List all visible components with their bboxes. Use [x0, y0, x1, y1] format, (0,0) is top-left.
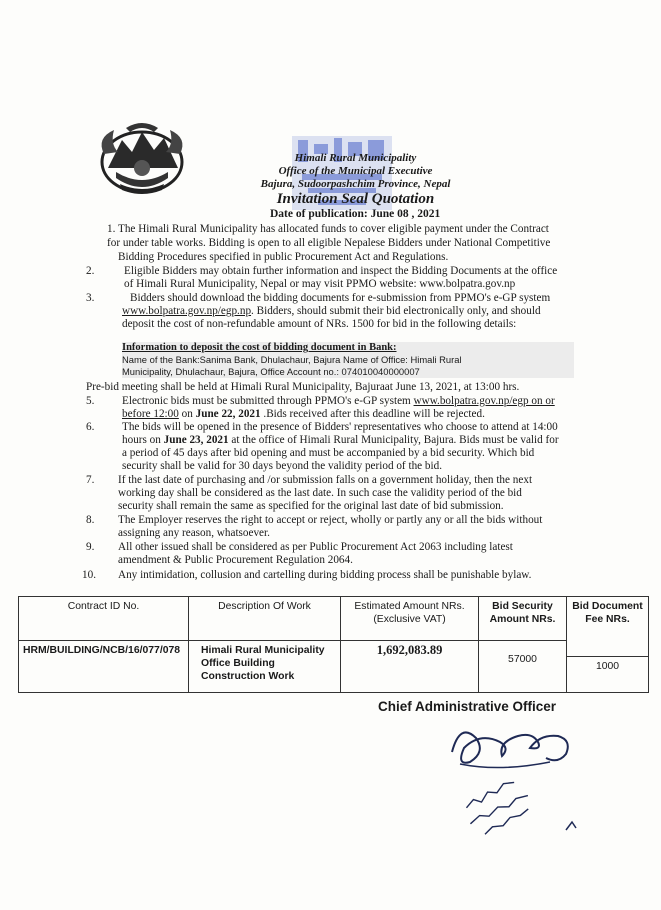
item-1-line-2: for under table works. Bidding is open to all eligible Nepalese Bidders under National Competitive: [107, 237, 551, 249]
item-7-line-2: working day shall be considered as the last date. In such case the validity period of the bid: [118, 487, 522, 499]
item-3-number: 3.: [86, 292, 95, 304]
item-6-line-2: [122, 434, 559, 447]
header-estimated-amount: Estimated Amount NRs. (Exclusive VAT): [341, 597, 479, 641]
header-line-3: Bajura, Sudoorpashchim Province, Nepal: [260, 178, 451, 190]
item-2-line-1: Eligible Bidders may obtain further information and inspect the Bidding Documents at the office: [124, 265, 558, 277]
row-bid-security: 57000: [479, 641, 567, 693]
item-7-line-1: If the last date of purchasing and /or submission falls on a government holiday, then the next: [118, 474, 533, 486]
item-5-line-1: [122, 395, 555, 408]
bank-details-box: [122, 342, 574, 378]
item-number: 1.: [107, 223, 116, 235]
header-bid-fee: Bid Document Fee NRs.: [567, 597, 649, 657]
header-line-2: Office of the Municipal Executive: [278, 165, 433, 177]
signature-stamp-icon: [440, 712, 590, 842]
deadline-date: June 22, 2021: [195, 408, 261, 420]
item-1-line-1: [107, 223, 549, 236]
header-contract-id: Contract ID No.: [19, 597, 189, 641]
item-2-number: 2.: [86, 265, 95, 277]
item-text: on: [178, 408, 196, 420]
item-10-number: 10.: [82, 569, 96, 581]
egp-link[interactable]: www.bolpatra.gov.np/egp on or: [413, 395, 555, 407]
row-description: Himali Rural Municipality Office Building Construction Work: [189, 641, 341, 693]
row-contract-id: HRM/BUILDING/NCB/16/077/078: [19, 641, 189, 693]
item-6-line-1: The bids will be opened in the presence of Bidders' representatives who choose to attend at 14:00: [122, 421, 558, 433]
item-text: .Bids received after this deadline will be rejected.: [260, 408, 485, 420]
item-1-line-3: Bidding Procedures specified in public Procurement Act and Regulations.: [118, 251, 449, 263]
row-estimated-amount: 1,692,083.89: [341, 641, 479, 693]
bank-details-line-1: Name of the Bank:Sanima Bank, Dhulachaur, Bajura Name of Office: Himali Rural: [122, 354, 462, 365]
item-7-line-3: security shall remain the same as specified for the original last date of bid submission.: [118, 500, 504, 512]
bank-details-title: Information to deposit the cost of bidding document in Bank:: [122, 342, 397, 353]
item-8-line-1: The Employer reserves the right to accept or reject, wholly or partly any or all the bids without: [118, 514, 543, 526]
item-9-number: 9.: [86, 541, 95, 553]
item-5-line-2: [122, 408, 485, 421]
header-bid-security: Bid Security Amount NRs.: [479, 597, 567, 641]
item-2-line-2: of Himali Rural Municipality, Nepal or may visit PPMO website: www.bolpatra.gov.np: [124, 278, 516, 290]
item-9-line-2: amendment & Public Procurement Regulation 2064.: [118, 554, 353, 566]
bank-details-line-2: Municipality, Dhulachaur, Bajura, Office Account no.: 074010040000007: [122, 366, 420, 377]
header-description: Description Of Work: [189, 597, 341, 641]
item-9-line-1: All other issued shall be considered as per Public Procurement Act 2063 including latest: [118, 541, 513, 553]
item-text: . Bidders, should submit their bid electronically only, and should: [251, 305, 541, 317]
item-8-line-2: assigning any reason, whatsoever.: [118, 527, 270, 539]
item-6-line-3: a period of 45 days after bid opening and must be accompanied by a bid security. Which bid: [122, 447, 535, 459]
item-text: Electronic bids must be submitted through PPMO's e-GP system: [122, 395, 414, 407]
item-10-line-1: Any intimidation, collusion and cartelling during bidding process shall be punishable bylaw.: [118, 569, 532, 581]
pubdate-label: Date of publication: [270, 208, 364, 220]
document-title: Invitation Seal Quotation: [276, 191, 435, 207]
contract-table: [18, 596, 649, 693]
item-text: hours on: [122, 434, 164, 446]
item-5-number: 5.: [86, 395, 95, 407]
item-4-line-1: Pre-bid meeting shall be held at Himali Rural Municipality, Bajuraat June 13, 2021, at 13:00 hrs.: [86, 381, 520, 393]
item-3-line-3: deposit the cost of non-refundable amount of NRs. 1500 for bid in the following details:: [122, 318, 517, 330]
header-line-1: Himali Rural Municipality: [294, 152, 417, 164]
opening-date: June 23, 2021: [163, 434, 229, 446]
item-text: The Himali Rural Municipality has allocated funds to cover eligible payment under the Contract: [118, 223, 549, 235]
item-7-number: 7.: [86, 474, 95, 486]
item-6-line-4: security shall be valid for 30 days beyond the validity period of the bid.: [122, 460, 443, 472]
deadline-time: before 12:00: [122, 408, 179, 420]
item-6-number: 6.: [86, 421, 95, 433]
publication-date: [270, 208, 440, 220]
item-text: at the office of Himali Rural Municipality, Bajura. Bids must be valid for: [228, 434, 559, 446]
row-bid-fee: 1000: [567, 657, 649, 693]
item-3-line-1: Bidders should download the bidding documents for e-submission from PPMO's e-GP system: [130, 292, 551, 304]
item-8-number: 8.: [86, 514, 95, 526]
pubdate-value: : June 08 , 2021: [363, 208, 441, 220]
item-3-line-2: [122, 305, 541, 318]
signatory-title: Chief Administrative Officer: [378, 699, 557, 714]
egp-link[interactable]: www.bolpatra.gov.np/egp.np: [122, 305, 252, 317]
